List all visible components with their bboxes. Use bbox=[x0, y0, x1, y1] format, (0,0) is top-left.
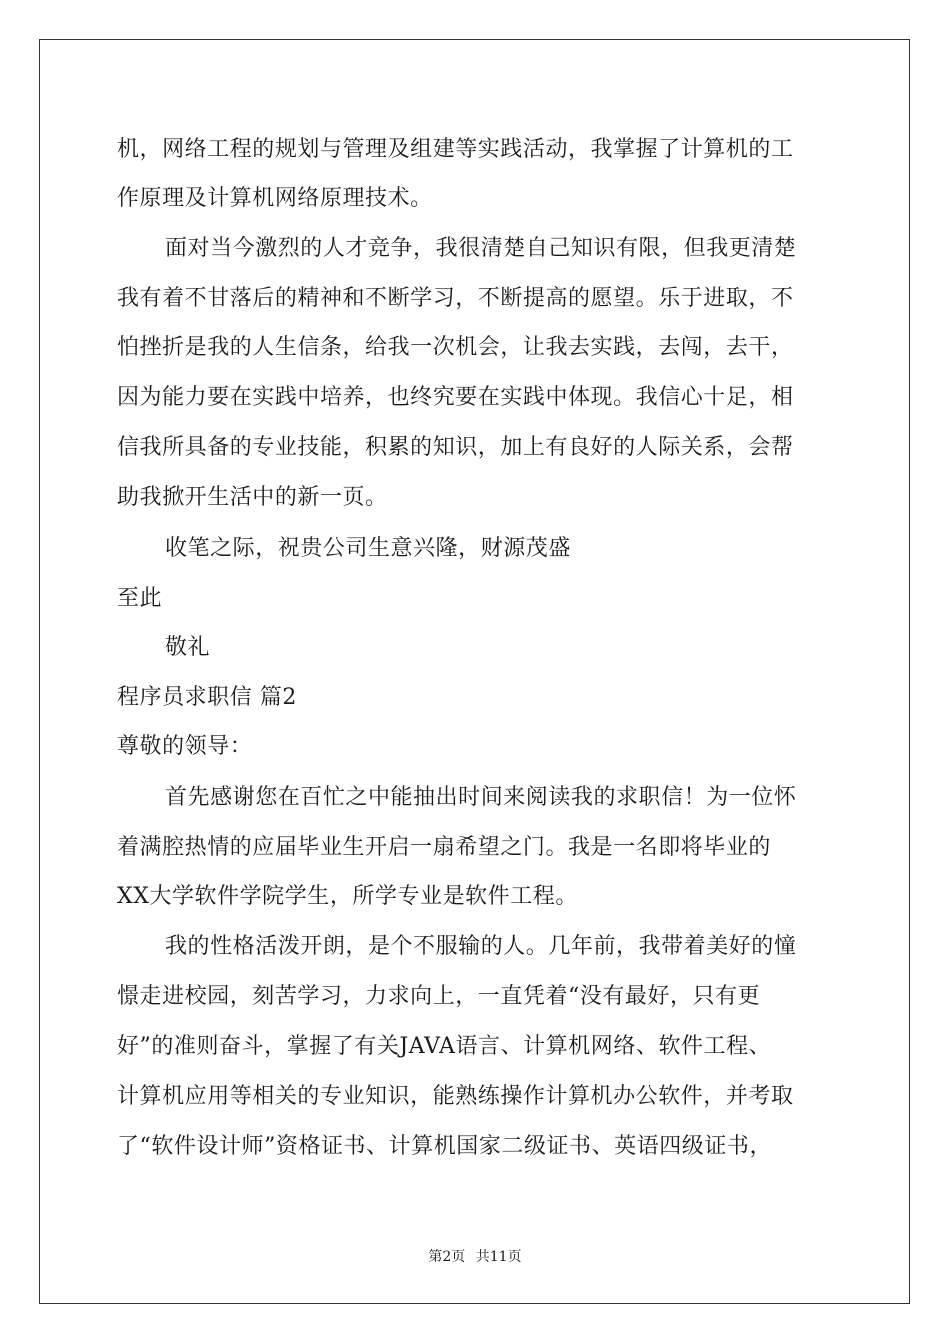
closing-salute: 敬礼 bbox=[165, 635, 211, 660]
body-line: 信我所具备的专业技能，积累的知识，加上有良好的人际关系，会帮 bbox=[117, 435, 794, 460]
body-line: 作原理及计算机网络原理技术。 bbox=[117, 186, 433, 211]
total-pages: 共11页 bbox=[475, 1249, 522, 1265]
body-line: 机，网络工程的规划与管理及组建等实践活动，我掌握了计算机的工 bbox=[117, 137, 794, 162]
page-border bbox=[39, 39, 910, 1304]
paragraph-start: 面对当今激烈的人才竞争，我很清楚自己知识有限，但我更清楚 bbox=[165, 236, 797, 261]
paragraph-start: 首先感谢您在百忙之中能抽出时间来阅读我的求职信！为一位怀 bbox=[165, 785, 797, 810]
body-line: 憬走进校园，刻苦学习，力求向上，一直凭着“没有最好，只有更 bbox=[117, 984, 761, 1009]
closing-zhici: 至此 bbox=[117, 586, 163, 611]
salutation: 尊敬的领导： bbox=[117, 734, 253, 759]
body-line: 计算机应用等相关的专业知识，能熟练操作计算机办公软件，并考取 bbox=[117, 1084, 794, 1109]
page-number: 第2页 bbox=[428, 1249, 466, 1265]
section-heading: 程序员求职信 篇2 bbox=[117, 685, 297, 710]
body-line: 了“软件设计师”资格证书、计算机国家二级证书、英语四级证书， bbox=[117, 1134, 772, 1159]
body-line: 好”的准则奋斗，掌握了有关JAVA语言、计算机网络、软件工程、 bbox=[117, 1034, 772, 1059]
body-line: 因为能力要在实践中培养，也终究要在实践中体现。我信心十足，相 bbox=[117, 385, 794, 410]
body-line: 助我掀开生活中的新一页。 bbox=[117, 485, 388, 510]
body-line: XX大学软件学院学生，所学专业是软件工程。 bbox=[117, 884, 578, 909]
body-line: 着满腔热情的应届毕业生开启一扇希望之门。我是一名即将毕业的 bbox=[117, 835, 771, 860]
body-line: 怕挫折是我的人生信条，给我一次机会，让我去实践，去闯，去干， bbox=[117, 335, 794, 360]
page-footer bbox=[0, 1248, 950, 1266]
body-line: 我有着不甘落后的精神和不断学习，不断提高的愿望。乐于进取，不 bbox=[117, 286, 794, 311]
paragraph-start: 我的性格活泼开朗，是个不服输的人。几年前，我带着美好的憧 bbox=[165, 934, 797, 959]
closing-wish: 收笔之际，祝贵公司生意兴隆，财源茂盛 bbox=[165, 536, 571, 561]
